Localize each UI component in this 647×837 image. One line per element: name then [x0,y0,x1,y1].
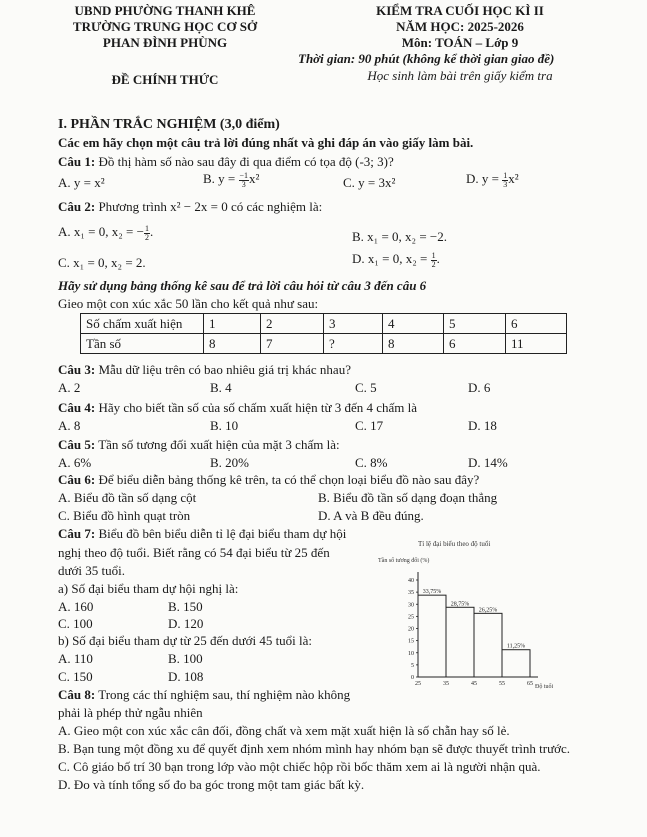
y-tick-label: 10 [408,650,414,657]
q2-option-a: A. x₁ = 0, x₂ = − $\frac{1}{2}$ . [58,223,154,242]
histogram-bar [418,595,446,677]
section-instruction: Các em hãy chọn một câu trả lời đúng nhất và ghi đáp án vào giấy làm bài. [58,135,474,150]
q7-text-line3: dưới 35 tuổi. [58,563,126,578]
q2-option-c: C. x₁ = 0, x₂ = 2. [58,255,146,270]
q8-option-c: C. Cô giáo bố trí 30 bạn trong lớp vào một chiếc hộp rồi bốc thăm xem ai là người nhận quà. [58,759,541,774]
table-cell: 2 [261,314,324,334]
question-3: Câu 3: Mẫu dữ liệu trên có bao nhiêu giá trị khác nhau? [58,362,351,377]
school-name-line2: PHAN ĐÌNH PHÙNG [102,35,228,50]
section-title: I. PHẦN TRẮC NGHIỆM (3,0 điểm) [58,117,280,132]
table-caption: Gieo một con xúc xắc 50 lần cho kết quả như sau: [58,296,319,311]
question-7: Câu 7: Biểu đồ bên biểu diễn tỉ lệ đại biểu tham dự hội [58,526,347,541]
bar-value-label: 11,25% [506,643,526,650]
q7a-question: a) Số đại biểu tham dự hội nghị là: [58,581,239,596]
q7b-option-a: A. 110 [58,651,93,666]
q4-option-d: D. 18 [468,418,497,433]
chart-xlabel: Độ tuổi [535,684,554,690]
age-histogram [370,532,555,692]
q4-option-a: A. 8 [58,418,81,433]
q3-option-b: B. 4 [210,380,232,395]
exam-time: Thời gian: 90 phút (không kể thời gian giao đề) [298,51,555,66]
q6-option-c: C. Biểu đồ hình quạt tròn [58,508,191,523]
q6-option-a: A. Biểu đồ tần số dạng cột [58,490,197,505]
school-year: NĂM HỌC: 2025-2026 [396,19,524,34]
question-2: Câu 2: Phương trình x² − 2x = 0 có các nghiệm là: [58,199,323,214]
question-4: Câu 4: Hãy cho biết tần số của số chấm xuất hiện từ 3 đến 4 chấm là [58,400,418,415]
table-cell: 11 [506,334,567,354]
q5-option-a: A. 6% [58,455,92,470]
chart-ylabel [378,557,429,564]
y-tick-label: 20 [408,626,414,633]
q7b-option-c: C. 150 [58,669,93,684]
q7b-option-b: B. 100 [168,651,203,666]
q2-option-d: D. x₁ = 0, x₂ = $\frac{1}{2}$ . [352,250,440,269]
q7a-option-a: A. 160 [58,599,94,614]
table-cell: 6 [444,334,506,354]
bar-value-label: 28,75% [450,601,470,608]
y-tick-label: 35 [408,590,414,597]
q2-option-b: B. x₁ = 0, x₂ = −2. [352,229,447,244]
q7a-option-c: C. 100 [58,616,93,631]
exam-note: Học sinh làm bài trên giấy kiểm tra [367,68,553,83]
school-name-line1: TRƯỜNG TRUNG HỌC CƠ SỞ [72,19,258,34]
y-tick-label: 0 [411,675,414,681]
frequency-table [80,313,567,354]
q8-option-b: B. Bạn tung một đồng xu để quyết định xem nhóm mình hay nhóm bạn sẽ được thuyết trình trước. [58,741,571,756]
question-6: Câu 6: Để biểu diễn bảng thống kê trên, ta có thể chọn loại biểu đồ nào sau đây? [58,472,480,487]
table-cell: ? [324,334,383,354]
official-label: ĐỀ CHÍNH THỨC [111,72,219,87]
chart-ylabel-text: Tần số tương đối (%) [378,558,430,564]
y-tick-label: 30 [408,602,414,609]
table-row [81,314,567,334]
table-cell: 4 [383,314,444,334]
histogram-bar [502,650,530,677]
table-cell: 8 [204,334,261,354]
q7a-option-d: D. 120 [168,616,204,631]
q3-option-d: D. 6 [468,380,491,395]
q5-option-c: C. 8% [355,455,388,470]
q7b-option-d: D. 108 [168,669,204,684]
table-cell: 3 [324,314,383,334]
table-cell: Tần số [81,334,204,354]
question-text: Đồ thị hàm số nào sau đây đi qua điểm có tọa độ (-3; 3)? [98,154,394,169]
table-cell: 6 [506,314,567,334]
x-tick-label: 35 [443,681,449,687]
table-cell: 8 [383,334,444,354]
histogram-bar [446,607,474,677]
y-tick-label: 5 [411,662,414,669]
question-8: Câu 8: Trong các thí nghiệm sau, thí nghiệm nào không [58,687,351,702]
school-authority: UBND PHƯỜNG THANH KHÊ [74,3,256,18]
q1-option-a: A. y = x² [58,175,105,190]
histogram-bar [474,613,502,677]
table-cell: 7 [261,334,324,354]
subject: Môn: TOÁN – Lớp 9 [401,35,519,50]
y-tick-label: 25 [408,614,414,621]
table-cell: 5 [444,314,506,334]
x-tick-label: 65 [527,681,533,687]
question-5: Câu 5: Tần số tương đối xuất hiện của mặt 3 chấm là: [58,437,340,452]
bar-value-label: 26,25% [478,607,498,614]
q4-option-c: C. 17 [355,418,384,433]
q8-text-line2: phải là phép thử ngẫu nhiên [58,705,203,720]
q8-option-a: A. Gieo một con xúc xắc cân đối, đồng chất và xem mặt xuất hiện là số chẵn hay số lẻ. [58,723,510,738]
y-tick-label: 40 [408,578,414,584]
q7-text-line2: nghị theo độ tuổi. Biết rằng có 54 đại biểu từ 25 đến [58,545,330,560]
table-row [81,334,567,354]
exam-title: KIỂM TRA CUỐI HỌC KÌ II [376,3,544,18]
table-instruction: Hãy sử dụng bảng thống kê sau để trả lời câu hỏi từ câu 3 đến câu 6 [58,278,427,293]
q5-option-d: D. 14% [468,455,508,470]
x-tick-label: 55 [499,681,505,687]
q1-option-c: C. y = 3x² [343,175,396,190]
q5-option-b: B. 20% [210,455,249,470]
q4-option-b: B. 10 [210,418,239,433]
x-tick-label: 45 [471,681,477,687]
question-label: Câu 1: [58,154,96,169]
q6-option-b: B. Biểu đồ tần số dạng đoạn thẳng [318,490,498,505]
q1-option-b: B. y = $\frac{-1}{3}$ x² [203,170,260,189]
table-cell: Số chấm xuất hiện [81,314,204,334]
q3-option-c: C. 5 [355,380,377,395]
q7a-option-b: B. 150 [168,599,203,614]
q3-option-a: A. 2 [58,380,81,395]
bar-value-label: 33,75% [422,589,442,596]
q8-option-d: D. Đo và tính tổng số đo ba góc trong một tam giác bất kỳ. [58,777,365,792]
question-1 [58,154,394,170]
chart-title: Tỉ lệ đại biểu theo độ tuổi [418,540,491,548]
q7b-question: b) Số đại biểu tham dự từ 25 đến dưới 45 tuổi là: [58,633,313,648]
x-tick-label: 25 [415,681,421,687]
y-tick-label: 15 [408,638,414,645]
q6-option-d: D. A và B đều đúng. [318,508,424,523]
q1-option-d: D. y = $\frac{1}{3}$ x² [466,170,519,189]
table-cell: 1 [204,314,261,334]
